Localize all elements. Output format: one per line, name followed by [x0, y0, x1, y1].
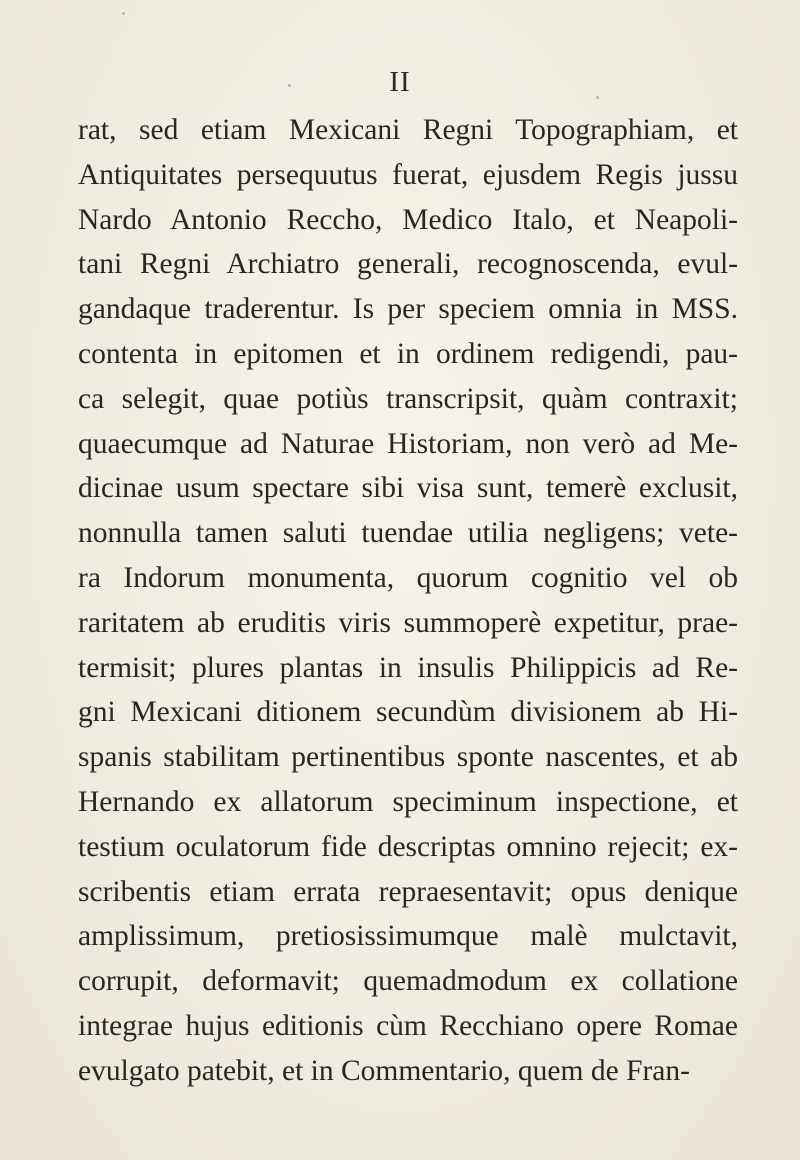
- text-line: gni Mexicani ditionem secundùm divisionem ab Hi-: [78, 696, 738, 729]
- body-text: [78, 108, 738, 1094]
- text-line: termisit; plures plantas in insulis Philippicis ad Re-: [78, 651, 738, 684]
- text-line: Nardo Antonio Reccho, Medico Italo, et Neapoli-: [78, 203, 738, 236]
- text-line: scribentis etiam errata repraesentavit; opus denique: [78, 875, 738, 908]
- text-line: evulgato patebit, et in Commentario, quem de Fran-: [78, 1054, 690, 1087]
- paper-speck: [122, 12, 125, 15]
- text-line: integrae hujus editionis cùm Recchiano opere Romae: [78, 1009, 738, 1042]
- text-line: testium oculatorum fide descriptas omnino rejecit; ex-: [78, 830, 738, 863]
- text-line: corrupit, deformavit; quemadmodum ex collatione: [78, 965, 738, 998]
- text-line: raritatem ab eruditis viris summoperè expetitur, prae-: [78, 606, 738, 639]
- text-line: gandaque traderentur. Is per speciem omnia in MSS.: [78, 293, 738, 326]
- page-number: II: [389, 66, 411, 98]
- text-line: Hernando ex allatorum speciminum inspectione, et: [78, 785, 738, 818]
- text-line: amplissimum, pretiosissimumque malè mulctavit,: [78, 920, 738, 953]
- text-line: spanis stabilitam pertinentibus sponte nascentes, et ab: [78, 741, 738, 774]
- text-line: tani Regni Archiatro generali, recognoscenda, evul-: [78, 248, 738, 281]
- text-line: Antiquitates persequutus fuerat, ejusdem Regis jussu: [78, 158, 738, 191]
- text-line: dicinae usum spectare sibi visa sunt, temerè exclusit,: [78, 472, 738, 505]
- text-line: rat, sed etiam Mexicani Regni Topographiam, et: [78, 114, 738, 146]
- text-line: contenta in epitomen et in ordinem redigendi, pau-: [78, 337, 738, 370]
- text-line: ca selegit, quae potiùs transcripsit, quàm contraxit;: [78, 382, 738, 415]
- text-line: ra Indorum monumenta, quorum cognitio vel ob: [78, 561, 738, 594]
- text-line: quaecumque ad Naturae Historiam, non verò ad Me-: [78, 427, 738, 460]
- text-line: nonnulla tamen saluti tuendae utilia negligens; vete-: [78, 517, 738, 550]
